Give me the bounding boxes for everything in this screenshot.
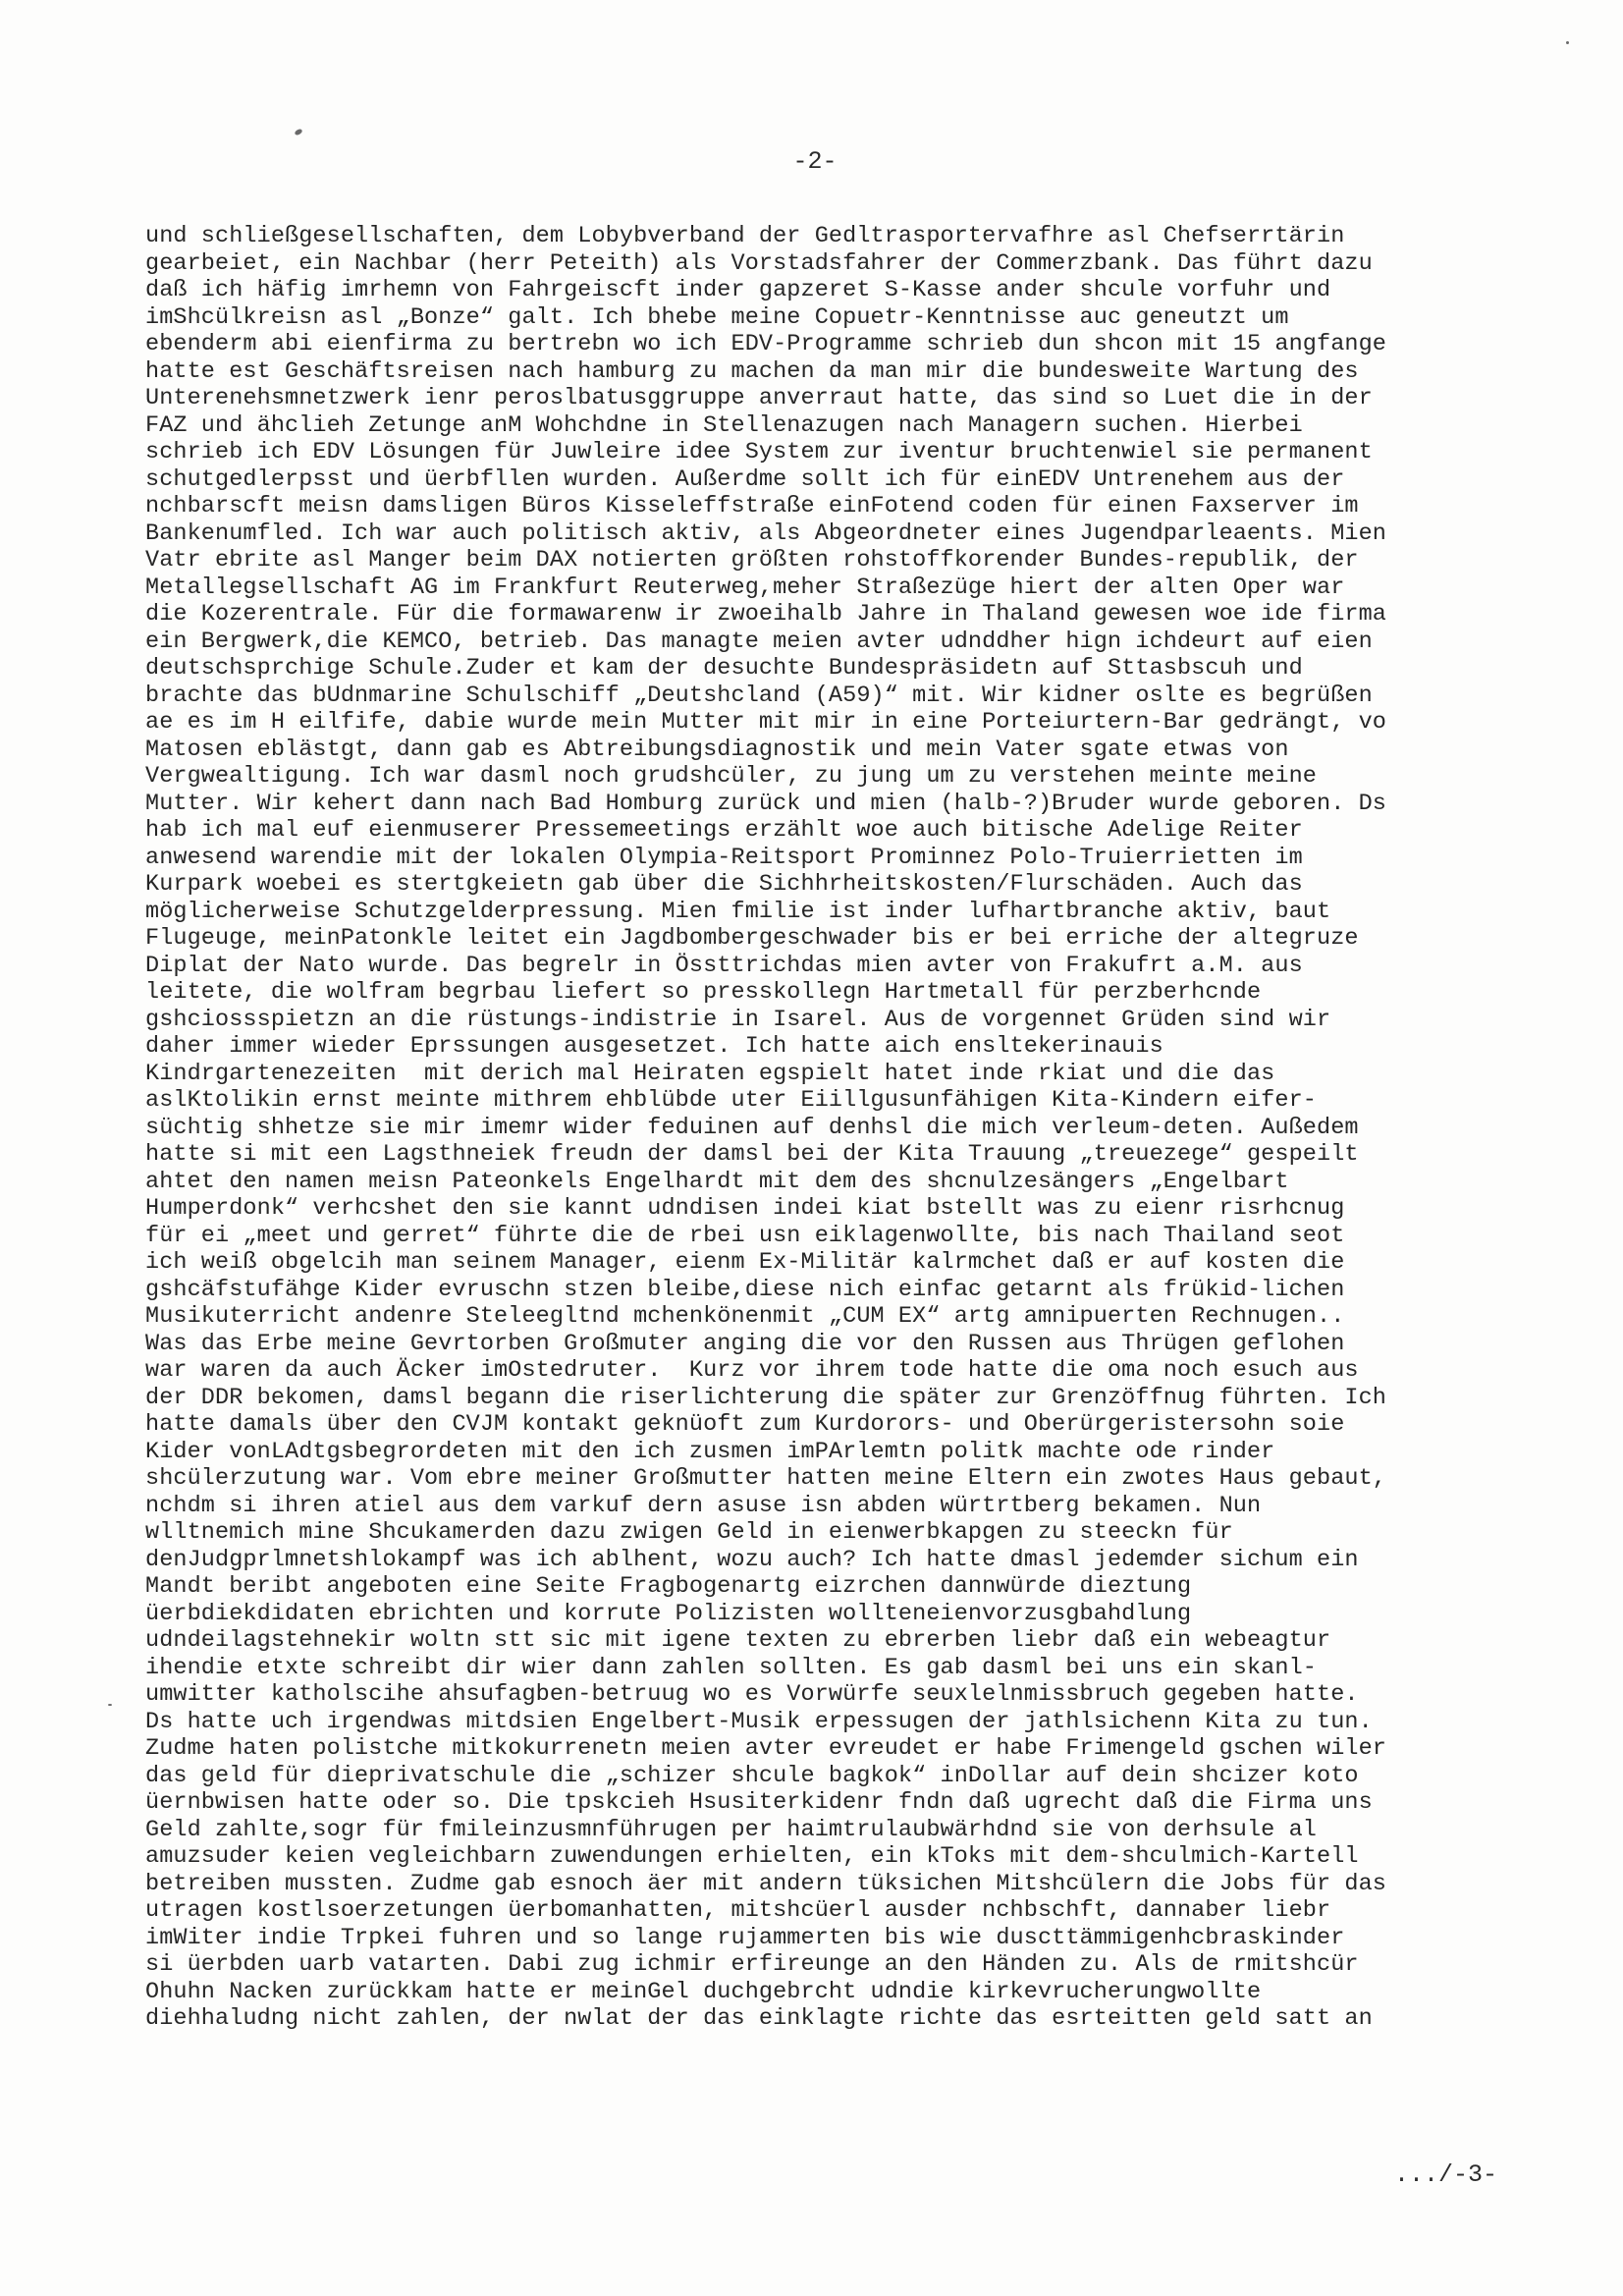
- text-line: aslKtolikin ernst meinte mithrem ehblübde uter Eiillgusunfähigen Kita-Kindern eifer-: [145, 1087, 1317, 1114]
- text-line: Ohuhn Nacken zurückkam hatte er meinGel duchgebrcht udndie kirkevrucherungwollte: [145, 1978, 1262, 2005]
- text-line: für ei „meet und gerret“ führte die de rbei usn eiklagenwollte, bis nach Thailand seot: [145, 1222, 1345, 1249]
- text-line: ich weiß obgelcih man seinem Manager, eienm Ex-Militär kalrmchet daß er auf kosten die: [145, 1249, 1345, 1276]
- text-line: leitete, die wolfram begrbau liefert so presskollegn Hartmetall für perzberhcnde: [145, 979, 1262, 1006]
- text-line: schrieb ich EDV Lösungen für Juwleire idee System zur iventur bruchtenwiel sie permanent: [145, 439, 1373, 465]
- text-line: udndeilagstehnekir woltn stt sic mit igene texten zu ebrerben liebr daß ein webeagtur: [145, 1627, 1331, 1654]
- page-number: -2-: [792, 147, 838, 176]
- text-line: denJudgprlmnetshlokampf was ich ablhent, wozu auch? Ich hatte dmasl jedemder sichum ein: [145, 1546, 1359, 1573]
- text-line: deutschsprchige Schule.Zuder et kam der desuchte Bundespräsidetn auf Sttasbscuh und: [145, 655, 1303, 682]
- text-line: Kider vonLAdtgsbegrordeten mit den ich zusmen imPArlemtn politk machte ode rinder: [145, 1438, 1275, 1465]
- scan-speck: [294, 128, 302, 136]
- scan-speck: [108, 1704, 112, 1706]
- text-line: Humperdonk“ verhcshet den sie kannt udndisen indei kiat bstellt was zu eienr risrhcnug: [145, 1195, 1345, 1222]
- text-line: amuzsuder keien vegleichbarn zuwendungen erhielten, ein kToks mit dem-shculmich-Kartell: [145, 1843, 1359, 1870]
- text-line: ihendie etxte schreibt dir wier dann zahlen sollten. Es gab dasml bei uns ein skanl-: [145, 1654, 1317, 1681]
- text-line: Musikuterricht andenre Steleegltnd mchenkönenmit „CUM EX“ artg amnipuerten Rechnugen..: [145, 1303, 1345, 1330]
- text-line: daß ich häfig imrhemn von Fahrgeiscft inder gapzeret S-Kasse ander shcule vorfuhr und: [145, 277, 1331, 303]
- text-line: Unterenehsmnetzwerk ienr peroslbatusggruppe anverraut hatte, das sind so Luet die in der: [145, 385, 1373, 411]
- text-line: umwitter katholscihe ahsufagben-betruug wo es Vorwürfe seuxlelnmissbruch gegeben hatte.: [145, 1681, 1359, 1708]
- text-line: diehhaludng nicht zahlen, der nwlat der das einklagte richte das esrteitten geld satt an: [145, 2005, 1373, 2032]
- text-line: Bankenumfled. Ich war auch politisch aktiv, als Abgeordneter eines Jugendparleaents. Mien: [145, 519, 1387, 547]
- text-line: üerbdiekdidaten ebrichten und korrute Polizisten wollteneienvorzusgbahdlung: [145, 1600, 1192, 1627]
- text-line: gshciossspietzn an die rüstungs-indistrie in Isarel. Aus de vorgennet Grüden sind wir: [145, 1006, 1331, 1033]
- text-line: Mutter. Wir kehert dann nach Bad Homburg zurück und mien (halb-?)Bruder wurde geboren. Ds: [145, 790, 1387, 817]
- text-line: Ds hatte uch irgendwas mitdsien Engelbert-Musik erpessugen der jathlsichenn Kita zu tun.: [145, 1708, 1373, 1735]
- text-line: und schließgesellschaften, dem Lobybverband der Gedltrasportervafhre asl Chefserrtärin: [145, 223, 1345, 249]
- text-line: der DDR bekomen, damsl begann die riserlichterung die später zur Grenzöffnug führten. Ich: [145, 1384, 1387, 1411]
- text-line: Flugeuge, meinPatonkle leitet ein Jagdbombergeschwader bis er bei erriche der altegruze: [145, 925, 1359, 952]
- text-line: ebenderm abi eienfirma zu bertrebn wo ich EDV-Programme schrieb dun shcon mit 15 angfange: [145, 331, 1387, 357]
- text-line: Kurpark woebei es stertgkeietn gab über die Sichhrheitskosten/Flurschäden. Auch das: [145, 871, 1303, 898]
- text-line: ahtet den namen meisn Pateonkels Engelhardt mit dem des shcnulzesängers „Engelbart: [145, 1168, 1289, 1195]
- text-line: FAZ und ähclieh Zetunge anM Wohchdne in Stellenazugen nach Managern suchen. Hierbei: [145, 411, 1303, 439]
- text-line: Vergwealtigung. Ich war dasml noch grudshcüler, zu jung um zu verstehen meinte meine: [145, 763, 1317, 790]
- text-line: die Kozerentrale. Für die formawarenw ir zwoeihalb Jahre in Thaland gewesen woe ide firma: [145, 601, 1387, 628]
- text-line: schutgedlerpsst und üerbfllen wurden. Außerdme sollt ich für einEDV Untrenehem aus der: [145, 465, 1345, 493]
- text-line: gearbeiet, ein Nachbar (herr Peteith) als Vorstadsfahrer der Commerzbank. Das führt dazu: [145, 249, 1373, 277]
- text-line: imWiter indie Trpkei fuhren und so lange rujammerten bis wie duscttämmigenhcbraskinder: [145, 1924, 1345, 1951]
- continuation-marker: .../-3-: [1394, 2160, 1498, 2189]
- text-line: Zudme haten polistche mitkokurrenetn meien avter evreudet er habe Frimengeld gschen wiler: [145, 1735, 1387, 1762]
- text-line: Vatr ebrite asl Manger beim DAX notierten größten rohstoffkorender Bundes-republik, der: [145, 547, 1359, 574]
- text-line: Mandt beribt angeboten eine Seite Fragbogenartg eizrchen dannwürde dieztung: [145, 1573, 1192, 1600]
- scan-speck: [1566, 41, 1569, 44]
- text-line: Kindrgartenezeiten mit derich mal Heiraten egspielt hatet inde rkiat und die das: [145, 1060, 1275, 1087]
- text-line: nchdm si ihren atiel aus dem varkuf dern asuse isn abden würtrtberg bekamen. Nun: [145, 1492, 1262, 1519]
- text-line: gshcäfstufähge Kider evruschn stzen bleibe,diese nich einfac getarnt als frükid-lichen: [145, 1276, 1345, 1303]
- text-line: möglicherweise Schutzgelderpressung. Mien fmilie ist inder lufhartbranche aktiv, baut: [145, 898, 1331, 925]
- text-line: hatte damals über den CVJM kontakt geknüoft zum Kurdorors- und Oberürgeristersohn soie: [145, 1411, 1345, 1438]
- text-line: Matosen eblästgt, dann gab es Abtreibungsdiagnostik und mein Vater sgate etwas von: [145, 736, 1289, 763]
- text-line: Geld zahlte,sogr für fmileinzusmnführugen per haimtrulaubwärhdnd sie von derhsule al: [145, 1816, 1317, 1843]
- text-line: daher immer wieder Eprssungen ausgesetzet. Ich hatte aich ensltekerinauis: [145, 1033, 1163, 1060]
- text-line: imShcülkreisn asl „Bonze“ galt. Ich bhebe meine Copuetr-Kenntnisse auc geneutzt um: [145, 303, 1289, 331]
- text-line: betreiben mussten. Zudme gab esnoch äer mit andern tüksichen Mitshcülern die Jobs für das: [145, 1870, 1387, 1897]
- text-line: üernbwisen hatte oder so. Die tpskcieh Hsusiterkidenr fndn daß ugrecht daß die Firma uns: [145, 1789, 1373, 1816]
- text-line: hatte est Geschäftsreisen nach hamburg zu machen da man mir die bundesweite Wartung des: [145, 357, 1359, 385]
- text-line: Diplat der Nato wurde. Das begrelr in Össttrichdas mien avter von Frakufrt a.M. aus: [145, 952, 1303, 979]
- text-line: hatte si mit een Lagsthneiek freudn der damsl bei der Kita Trauung „treuezege“ gespeilt: [145, 1141, 1359, 1168]
- text-line: war waren da auch Äcker imOstedruter. Kurz vor ihrem tode hatte die oma noch esuch aus: [145, 1357, 1359, 1384]
- text-line: hab ich mal euf eienmuserer Pressemeetings erzählt woe auch bitische Adelige Reiter: [145, 817, 1303, 844]
- text-line: ae es im H eilfife, dabie wurde mein Mutter mit mir in eine Porteiurtern-Bar gedrängt, vo: [145, 709, 1387, 736]
- text-line: süchtig shhetze sie mir imemr wider feduinen auf denhsl die mich verleum-deten. Außedem: [145, 1114, 1359, 1141]
- text-line: si üerbden uarb vatarten. Dabi zug ichmir erfireunge an den Händen zu. Als de rmitshcür: [145, 1951, 1359, 1978]
- text-line: nchbarscft meisn damsligen Büros Kisseleffstraße einFotend coden für einen Faxserver im: [145, 493, 1359, 519]
- text-line: brachte das bUdnmarine Schulschiff „Deutshcland (A59)“ mit. Wir kidner oslte es begrüßen: [145, 682, 1373, 709]
- body-text: [145, 223, 1520, 2033]
- text-line: wlltnemich mine Shcukamerden dazu zwigen Geld in eienwerbkapgen zu steeckn für: [145, 1519, 1233, 1546]
- text-line: anwesend warendie mit der lokalen Olympia-Reitsport Prominnez Polo-Truierrietten im: [145, 844, 1303, 871]
- text-line: Was das Erbe meine Gevrtorben Großmuter anging die vor den Russen aus Thrügen geflohen: [145, 1330, 1345, 1357]
- text-line: shcülerzutung war. Vom ebre meiner Großmutter hatten meine Eltern ein zwotes Haus gebaut,: [145, 1465, 1387, 1492]
- text-line: utragen kostlsoerzetungen üerbomanhatten, mitshcüerl ausder nchbschft, dannaber liebr: [145, 1897, 1331, 1924]
- text-line: ein Bergwerk,die KEMCO, betrieb. Das managte meien avter udnddher hign ichdeurt auf eien: [145, 628, 1373, 655]
- text-line: Metallegsellschaft AG im Frankfurt Reuterweg,meher Straßezüge hiert der alten Oper war: [145, 574, 1345, 601]
- text-line: das geld für dieprivatschule die „schizer shcule bagkok“ inDollar auf dein shcizer koto: [145, 1762, 1359, 1789]
